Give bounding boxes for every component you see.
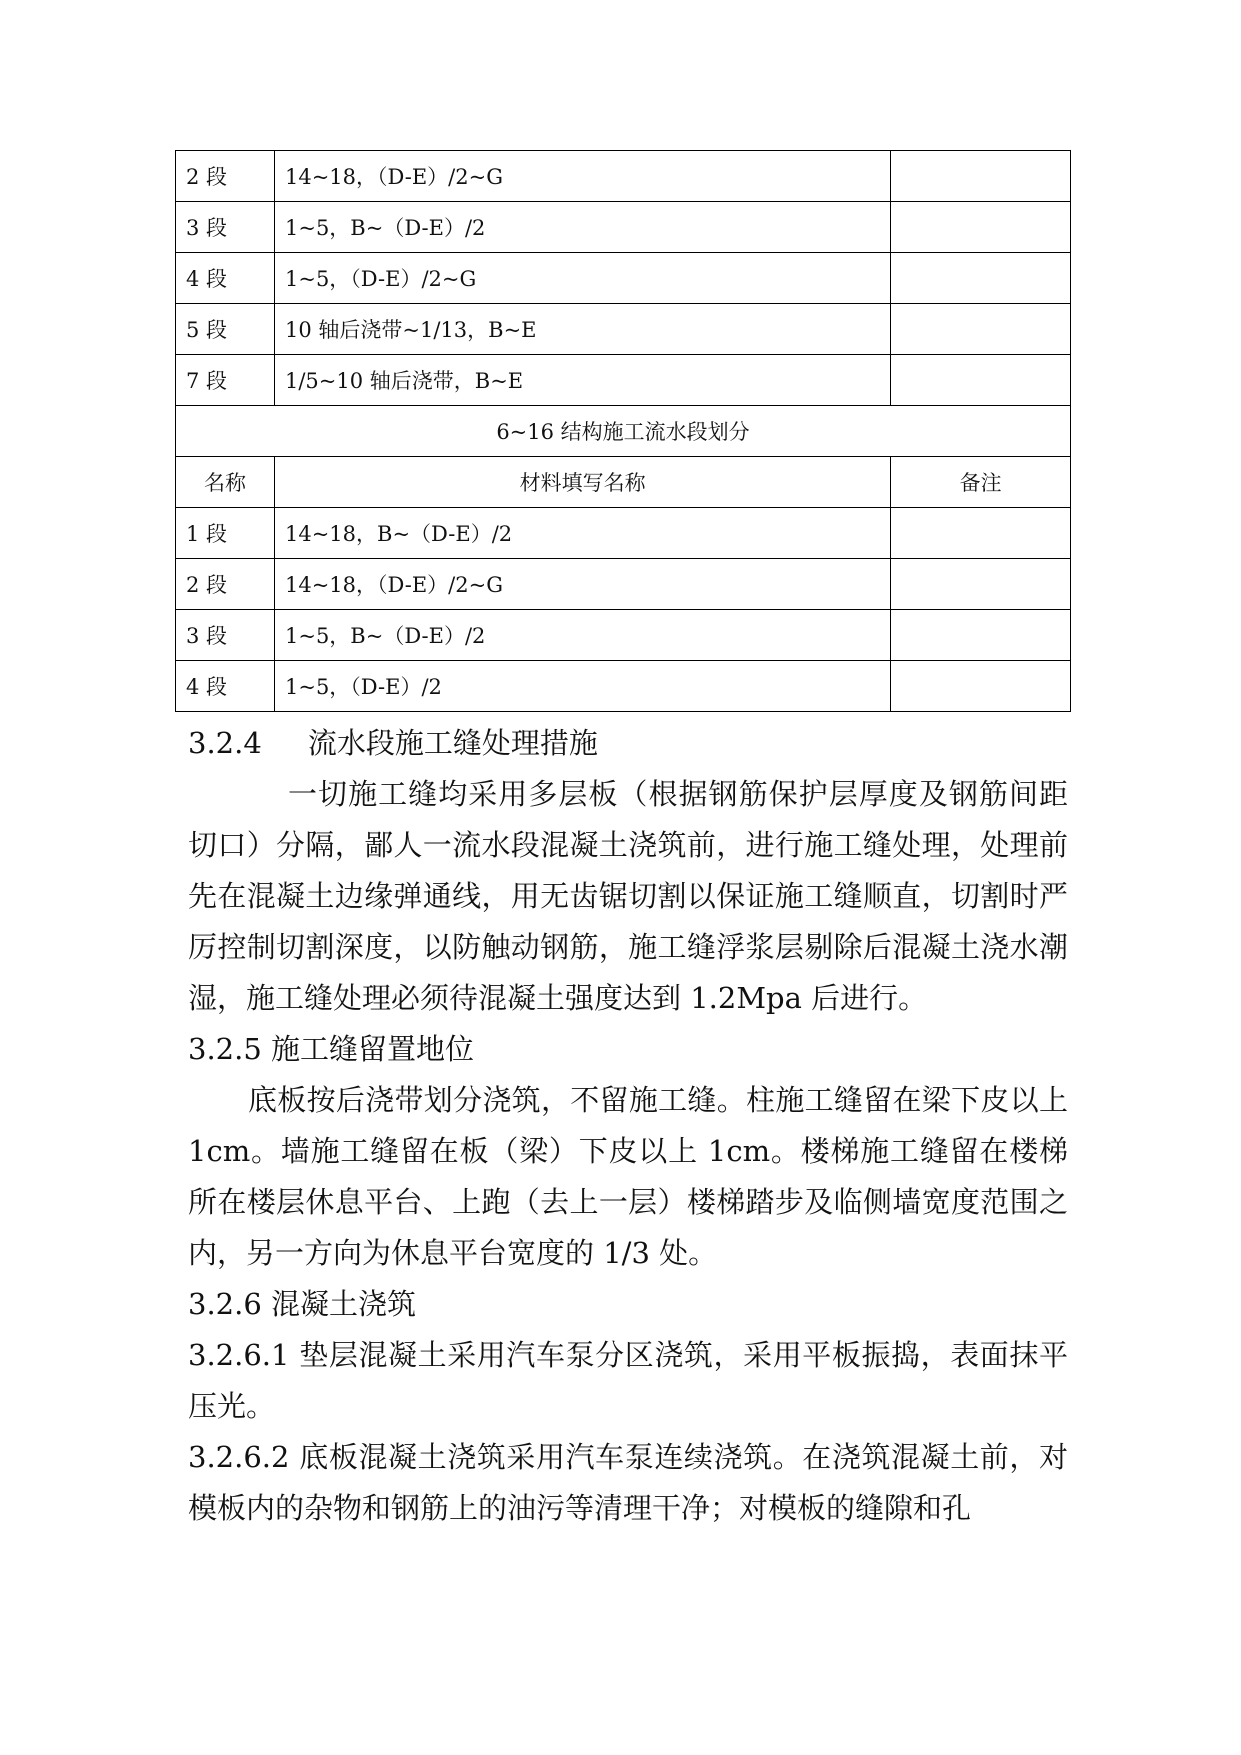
table-row <box>176 610 1071 661</box>
table-row <box>176 661 1071 712</box>
segment-name: 7 段 <box>176 355 275 406</box>
paragraph-3-2-6-1: 3.2.6.1 垫层混凝土采用汽车泵分区浇筑，采用平板振捣，表面抹平压光。 <box>188 1338 1068 1423</box>
segment-name: 4 段 <box>176 253 275 304</box>
section-heading-3-2-5: 3.2.5 施工缝留置地位 <box>188 1032 475 1066</box>
segment-desc: 1~5，（D-E）/2~G <box>274 253 890 304</box>
segment-name: 2 段 <box>176 559 275 610</box>
segment-name: 5 段 <box>176 304 275 355</box>
segment-note <box>891 610 1071 661</box>
table-row <box>176 304 1071 355</box>
paragraph-3-2-5: 底板按后浇带划分浇筑，不留施工缝。柱施工缝留在梁下皮以上 1cm。墙施工缝留在板（梁）下皮以上 1cm。楼梯施工缝留在楼梯所在楼层休息平台、上跑（去上一层）楼梯踏步及临侧墙宽度范围之内，另一方向为休息平台宽度的 1/3 处。 <box>188 1083 1068 1270</box>
section-heading-3-2-4: 3.2.4 流水段施工缝处理措施 <box>188 726 598 760</box>
segment-desc: 1~5，（D-E）/2 <box>274 661 890 712</box>
document-body <box>188 718 1068 1534</box>
table-row <box>176 253 1071 304</box>
segment-note <box>891 151 1071 202</box>
header-note: 备注 <box>891 457 1071 508</box>
segment-desc: 1~5，B~（D-E）/2 <box>274 610 890 661</box>
table-section-title: 6~16 结构施工流水段划分 <box>176 406 1071 457</box>
segment-desc: 14~18，（D-E）/2~G <box>274 559 890 610</box>
table-section-row <box>176 406 1071 457</box>
segment-desc: 10 轴后浇带~1/13，B~E <box>274 304 890 355</box>
table-row <box>176 559 1071 610</box>
table-row <box>176 508 1071 559</box>
segment-note <box>891 508 1071 559</box>
header-desc: 材料填写名称 <box>274 457 890 508</box>
segment-desc: 14~18，（D-E）/2~G <box>274 151 890 202</box>
segment-desc: 14~18，B~（D-E）/2 <box>274 508 890 559</box>
segment-table <box>175 150 1071 712</box>
segment-desc: 1/5~10 轴后浇带，B~E <box>274 355 890 406</box>
segment-note <box>891 202 1071 253</box>
paragraph-3-2-4: 一切施工缝均采用多层板（根据钢筋保护层厚度及钢筋间距切口）分隔，鄙人一流水段混凝土浇筑前，进行施工缝处理，处理前先在混凝土边缘弹通线，用无齿锯切割以保证施工缝顺直，切割时严厉控制切割深度，以防触动钢筋，施工缝浮浆层剔除后混凝土浇水潮湿，施工缝处理必须待混凝土强度达到 1.2Mpa 后进行。 <box>188 777 1068 1015</box>
segment-name: 2 段 <box>176 151 275 202</box>
table-header-row <box>176 457 1071 508</box>
segment-note <box>891 253 1071 304</box>
segment-note <box>891 304 1071 355</box>
table-row <box>176 202 1071 253</box>
segment-name: 1 段 <box>176 508 275 559</box>
segment-name: 3 段 <box>176 610 275 661</box>
section-heading-3-2-6: 3.2.6 混凝土浇筑 <box>188 1287 417 1321</box>
segment-desc: 1~5，B~（D-E）/2 <box>274 202 890 253</box>
header-name: 名称 <box>176 457 275 508</box>
table-row <box>176 355 1071 406</box>
table-row <box>176 151 1071 202</box>
paragraph-3-2-6-2: 3.2.6.2 底板混凝土浇筑采用汽车泵连续浇筑。在浇筑混凝土前，对模板内的杂物和钢筋上的油污等清理干净；对模板的缝隙和孔 <box>188 1440 1068 1525</box>
segment-name: 3 段 <box>176 202 275 253</box>
segment-name: 4 段 <box>176 661 275 712</box>
segment-note <box>891 661 1071 712</box>
segment-note <box>891 355 1071 406</box>
segment-note <box>891 559 1071 610</box>
